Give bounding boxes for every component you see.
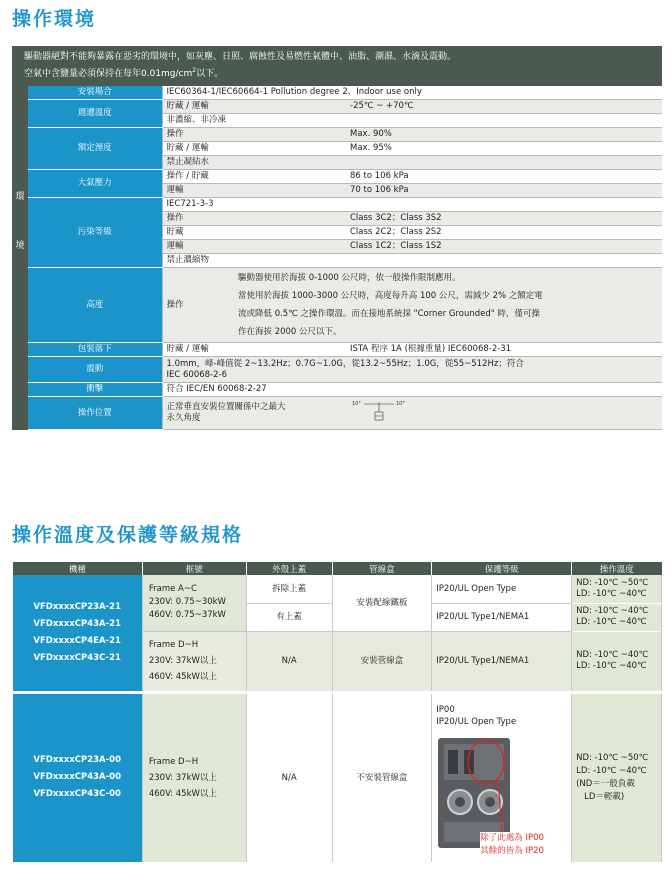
poll-sub-1: 操作 xyxy=(162,212,346,226)
header-cover: 外殼上蓋 xyxy=(246,562,332,575)
group2-models: VFDxxxxCP23A-00 VFDxxxxCP43A-00 VFDxxxxCP43C-00 xyxy=(13,692,143,862)
g2-protection: IP00 IP20/UL Open Type 除了此處為 IP00 其餘的皆為 IP20 xyxy=(432,692,572,862)
temp-label: 週遭溫度 xyxy=(28,100,162,128)
g1b-protection: IP20/UL Type1/NEMA1 xyxy=(432,631,572,692)
position-desc: 正常垂直安裝位置關係中之最大 永久角度 xyxy=(162,397,346,430)
g1a-cover-removed: 拆除上蓋 xyxy=(246,575,332,603)
press-val-2: 70 to 106 kPa xyxy=(346,184,662,198)
position-label: 操作位置 xyxy=(28,397,162,430)
g1a-protection-nema: IP20/UL Type1/NEMA1 xyxy=(432,603,572,631)
vibration-value: 1.0mm，峰-峰值從 2~13.2Hz；0.7G~1.0G，從13.2~55Hz；1.0G，從55~512Hz；符合 IEC 60068-2-6 xyxy=(162,357,662,383)
g1a-temp-open: ND: -10℃ ~50℃ LD: -10℃ ~40℃ xyxy=(572,575,662,603)
g1a-conduit-box: 安裝配線鐵板 xyxy=(332,575,432,631)
g1b-temp: ND: -10℃ ~40℃ LD: -10℃ ~40℃ xyxy=(572,631,662,692)
group1b-frame: Frame D~H 230V: 37kW以上 460V: 45kW以上 xyxy=(142,631,246,692)
vibration-label: 震動 xyxy=(28,357,162,383)
g1a-cover-kept: 有上蓋 xyxy=(246,603,332,631)
group1-models: VFDxxxxCP23A-21 VFDxxxxCP43A-21 VFDxxxxCP4EA-21 VFDxxxxCP43C-21 xyxy=(13,575,143,692)
press-sub-1: 操作 / 貯藏 xyxy=(162,170,346,184)
g1b-cover: N/A xyxy=(246,631,332,692)
tilt-angle-icon xyxy=(350,398,410,424)
header-protection-level: 保護等級 xyxy=(432,562,572,575)
g2-conduit-box: 不安裝管線盒 xyxy=(332,692,432,862)
g1a-protection-open: IP20/UL Open Type xyxy=(432,575,572,603)
environment-vertical-bar: 環 境 xyxy=(12,86,28,358)
humid-sub-2: 貯藏 / 運輸 xyxy=(162,142,346,156)
group2-frame: Frame D~H 230V: 37kW以上 460V: 45kW以上 xyxy=(142,692,246,862)
pressure-label: 大氣壓力 xyxy=(28,170,162,198)
section-title-operating-environment: 操作環境 xyxy=(12,8,97,30)
temp-sub-1: 貯藏 / 運輸 xyxy=(162,100,346,114)
g1a-temp-nema: ND: -10℃ ~40℃ LD: -10℃ ~40℃ xyxy=(572,603,662,631)
header-model: 機種 xyxy=(13,562,143,575)
header-operating-temp: 操作溫度 xyxy=(572,562,662,575)
humid-sub-1: 操作 xyxy=(162,128,346,142)
group1a-frame: Frame A~C 230V: 0.75~30kW 460V: 0.75~37kW xyxy=(142,575,246,631)
notice-line-1: 驅動器絕對不能夠暴露在惡劣的環境中，如灰塵、日照、腐蝕性及易燃性氣體中、油脂、潮濕、水滴及震動。 xyxy=(24,52,457,62)
environment-notice xyxy=(12,46,662,86)
header-conduit-box: 管線盒 xyxy=(332,562,432,575)
notice-line-2: 空氣中含鹽量必須保持在每年$0.01mg/cm^2$以下。 xyxy=(24,67,224,79)
humid-sub-3: 禁止凝結水 xyxy=(162,156,662,170)
header-frame: 框號 xyxy=(142,562,246,575)
svg-text:10°: 10° xyxy=(396,401,405,407)
pack-sub: 貯藏 / 運輸 xyxy=(162,343,346,357)
humidity-label: 額定溼度 xyxy=(28,128,162,170)
humid-val-1: Max. 90% xyxy=(346,128,662,142)
poll-sub-3: 運輸 xyxy=(162,240,346,254)
poll-sub-2: 貯藏 xyxy=(162,226,346,240)
install-label: 安裝場合 xyxy=(28,86,162,100)
pollution-label: 污染等級 xyxy=(28,198,162,268)
ip00-callout: 除了此處為 IP00 其餘的皆為 IP20 xyxy=(480,833,544,856)
install-value: IEC60364-1/IEC60664-1 Pollution degree 2，Indoor use only xyxy=(162,86,662,100)
pack-val: ISTA 程序 1A (根據重量) IEC60068-2-31 xyxy=(346,343,662,357)
shock-value: 符合 IEC/EN 60068-2-27 xyxy=(162,383,662,397)
poll-standard: IEC721-3-3 xyxy=(162,198,662,212)
environment-table xyxy=(12,86,662,430)
section-title-temp-protection: 操作溫度及保護等級規格 xyxy=(12,524,244,546)
altitude-desc: 驅動器使用於海拔 0-1000 公尺時，依一般操作限制應用。 當使用於海拔 1000-3000 公尺時，高度每升高 100 公尺，需減少 2% 之額定電 流或降低 0.5℃ 之操作環溫。而在接地系統採 "Corner Grounded" 時，僅可操 作在海拔 2000 公尺以下。 xyxy=(238,268,662,343)
temp-sub-2: 非濃縮、非冷凍 xyxy=(162,114,662,128)
poll-val-1: Class 3C2；Class 3S2 xyxy=(346,212,662,226)
press-sub-2: 運輸 xyxy=(162,184,346,198)
press-val-1: 86 to 106 kPa xyxy=(346,170,662,184)
shock-label: 衝擊 xyxy=(28,383,162,397)
temp-val-1: -25℃ ~ +70℃ xyxy=(346,100,662,114)
poll-val-3: Class 1C2；Class 1S2 xyxy=(346,240,662,254)
g2-cover: N/A xyxy=(246,692,332,862)
g1b-conduit-box: 安裝管線盒 xyxy=(332,631,432,692)
poll-sub-4: 禁止濃縮物 xyxy=(162,254,662,268)
protection-spec-table xyxy=(12,562,662,862)
g2-temp: ND: -10℃ ~50℃ LD: -10℃ ~40℃ (ND＝一般負載 LD＝輕載) xyxy=(572,692,662,862)
pack-drop-label: 包裝落下 xyxy=(28,343,162,357)
position-diagram xyxy=(346,397,662,430)
svg-text:10°: 10° xyxy=(352,401,361,407)
humid-val-2: Max. 95% xyxy=(346,142,662,156)
altitude-sub: 操作 xyxy=(162,268,238,343)
altitude-label: 高度 xyxy=(28,268,162,343)
poll-val-2: Class 2C2；Class 2S2 xyxy=(346,226,662,240)
